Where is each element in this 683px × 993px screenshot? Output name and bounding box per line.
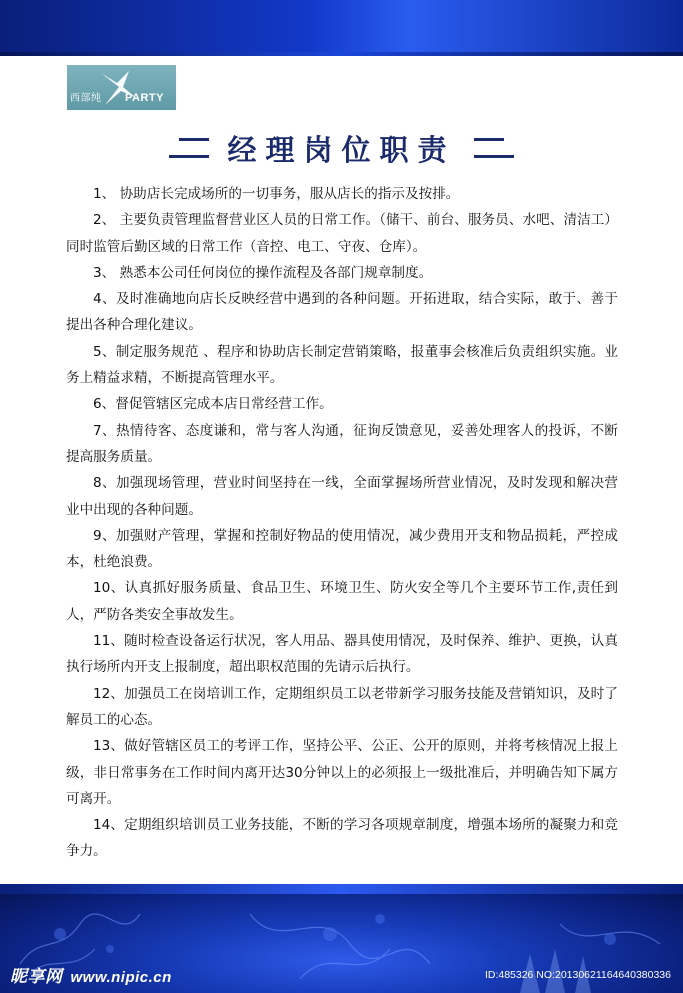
duty-item: 13、做好管辖区员工的考评工作，坚持公平、公正、公开的原则，并将考核情况上报上级，非日常事务在工作时间内离开达30分钟以上的必须报上一级批准后，并明确告知下属方可离开。 [66,738,618,807]
duty-item: 9、加强财产管理，掌握和控制好物品的使用情况，减少费用开支和物品损耗，严控成本，杜绝浪费。 [66,527,618,571]
top-banner [0,0,683,56]
logo-chinese-text: 西部纯 [70,93,102,104]
title-row [0,128,683,168]
page-title: 经理岗位职责 [227,132,456,167]
bottom-banner [0,884,683,993]
duty-item: 11、随时检查设备运行状况，客人用品、器具使用情况，及时保养、维护、更换，认真执行场所内开支上报制度，超出职权范围的先请示后执行。 [66,633,618,676]
duty-item: 5、制定服务规范 、程序和协助店长制定营销策略，报董事会核准后负责组织实施。业务上精益求精，不断提高管理水平。 [66,343,618,387]
duty-item: 2、 主要负责管理监督营业区人员的日常工作。（储干、前台、服务员、水吧、清洁工）同时监管后勤区域的日常工作（音控、电工、守夜、仓库）。 [66,212,618,255]
brand-logo [67,65,176,110]
title-decoration-right [474,138,514,158]
duty-item: 7、热情待客、态度谦和，常与客人沟通，征询反馈意见，妥善处理客人的投诉，不断提高服务质量。 [66,422,618,465]
bottom-stripe [0,884,683,894]
duties-list [66,181,618,865]
duty-item: 10、认真抓好服务质量、食品卫生、环境卫生、防火安全等几个主要环节工作,责任到人，严防各类安全事故发生。 [66,580,618,623]
watermark-brand-text: 昵享网 [10,967,63,986]
watermark-site: www.nipic.cn [70,969,172,986]
logo-english-text: PARTY [125,92,164,104]
duty-item: 3、 熟悉本公司任何岗位的操作流程及各部门规章制度。 [93,264,433,281]
watermark-id: ID:485326 NO:20130621164640380336 [484,969,671,981]
duty-item: 8、加强现场管理，营业时间坚持在一线，全面掌握场所营业情况，及时发现和解决营业中出现的各种问题。 [66,475,618,518]
duty-item: 14、定期组织培训员工业务技能，不断的学习各项规章制度，增强本场所的凝聚力和竞争力。 [66,817,618,860]
title-decoration-left [169,138,209,158]
watermark-brand [10,962,172,987]
duty-item: 1、 协助店长完成场所的一切事务，服从店长的指示及按排。 [93,186,460,202]
duty-item: 12、加强员工在岗培训工作，定期组织员工以老带新学习服务技能及营销知识，及时了解员工的心态。 [66,685,618,728]
duty-item: 6、督促管辖区完成本店日常经营工作。 [93,396,333,413]
duty-item: 4、及时准确地向店长反映经营中遇到的各种问题。开拓进取，结合实际，敢于、善于提出各种合理化建议。 [66,291,618,334]
